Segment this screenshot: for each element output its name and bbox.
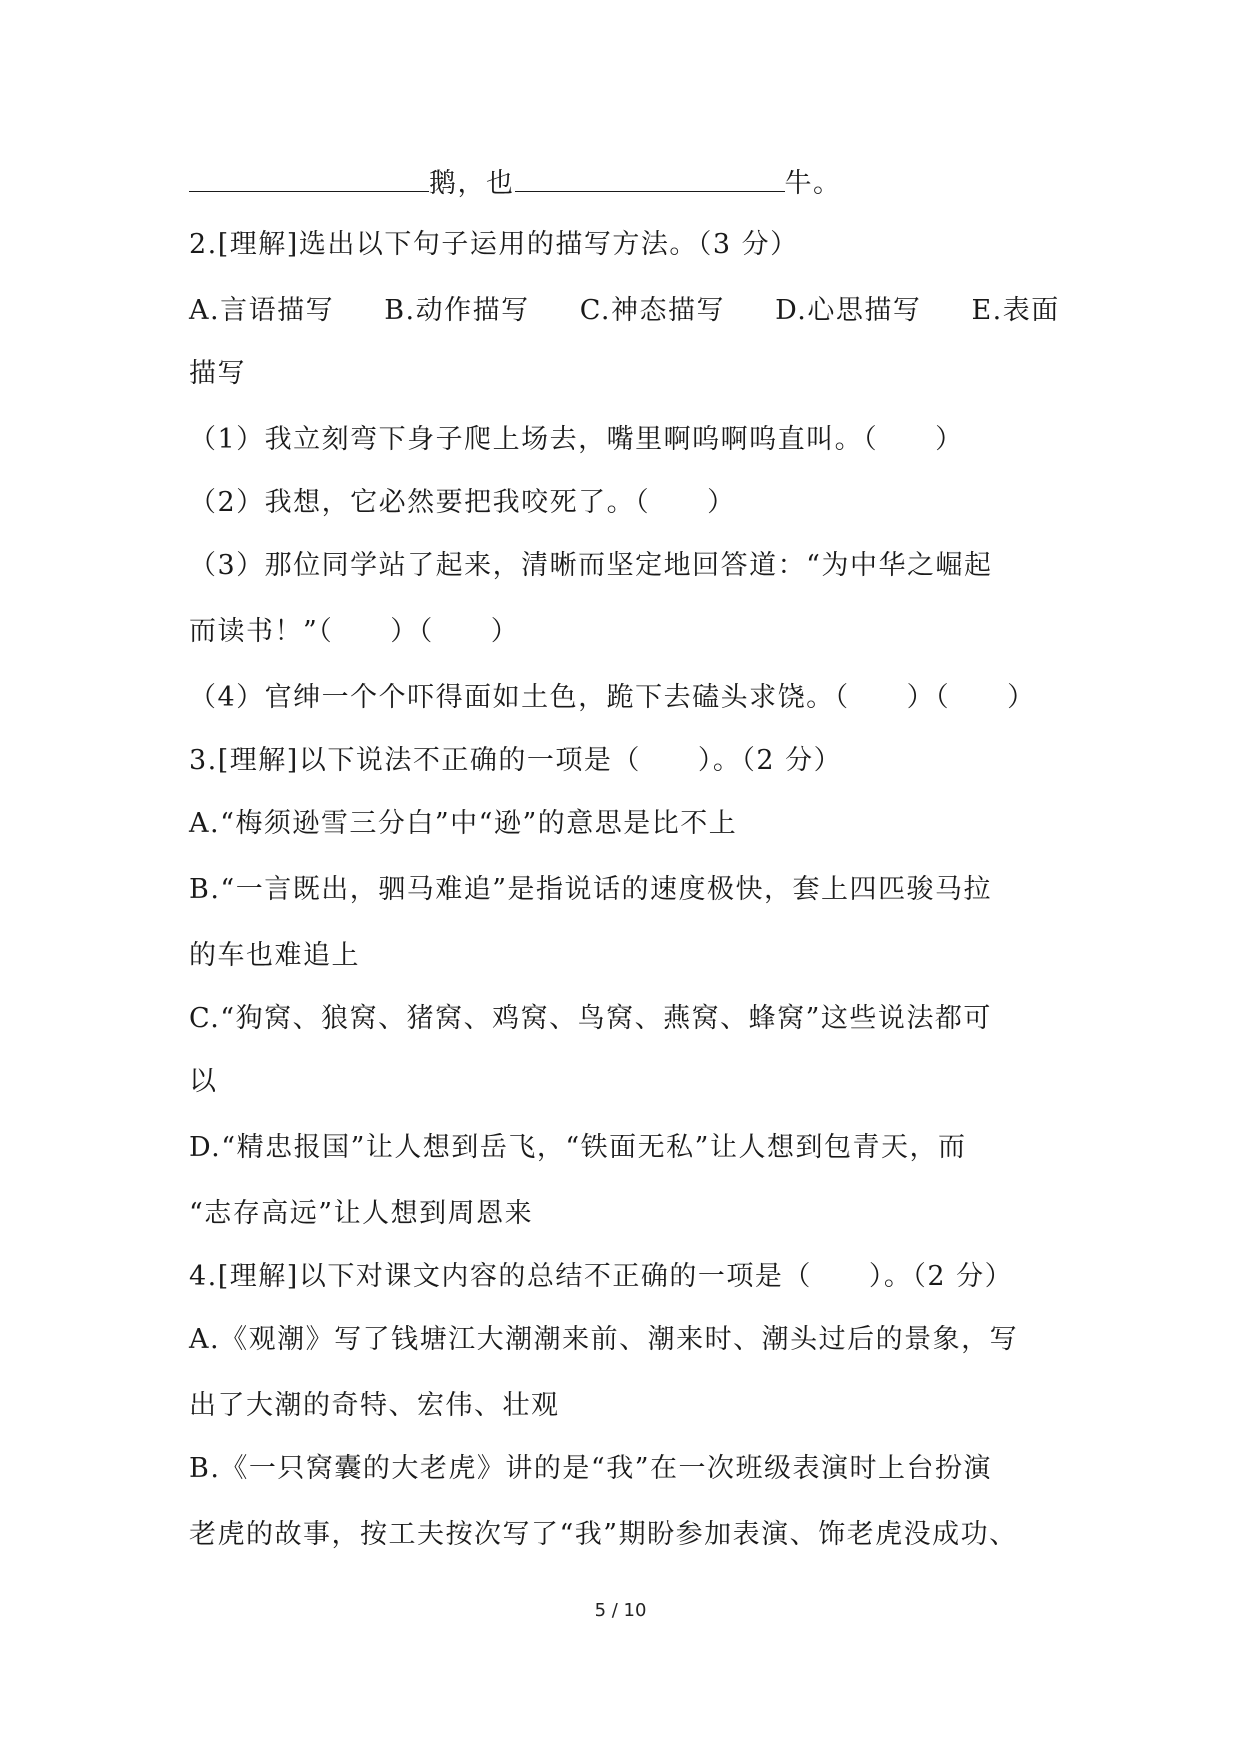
question-3-option-b-continued: 的车也难追上: [189, 940, 360, 971]
question-4-option-b: B.《一只窝囊的大老虎》讲的是“我”在一次班级表演时上台扮演: [189, 1453, 993, 1484]
question-4-option-a-continued: 出了大潮的奇特、宏伟、壮观: [189, 1390, 560, 1421]
option-e-continued: 描写: [189, 358, 246, 389]
option-c: C.神态描写: [579, 295, 725, 326]
option-d: D.心思描写: [775, 295, 922, 326]
sentence-3: （3）那位同学站了起来，清晰而坚定地回答道：“为中华之崛起: [189, 550, 993, 581]
sentence-2: （2）我想，它必然要把我咬死了。（ ）: [189, 487, 736, 518]
answer-blank-1[interactable]: [189, 163, 429, 192]
question-3-option-c-continued: 以: [189, 1066, 218, 1097]
question-3-option-d-continued: “志存高远”让人想到周恩来: [189, 1198, 534, 1229]
question-4-stem: 4.[理解]以下对课文内容的总结不正确的一项是（ ）。（2 分）: [189, 1261, 1014, 1292]
option-b: B.动作描写: [384, 295, 530, 326]
sentence-3-continued: 而读书！”（ ）（ ）: [189, 616, 520, 647]
option-a: A.言语描写: [189, 295, 335, 326]
sentence-1: （1）我立刻弯下身子爬上场去，嘴里啊呜啊呜直叫。（ ）: [189, 424, 964, 455]
question-2-options: [189, 291, 1091, 331]
sentence-4: （4）官绅一个个吓得面如土色，跪下去磕头求饶。（ ）（ ）: [189, 682, 1036, 713]
option-e: E.表面: [971, 295, 1060, 326]
fill-blank-line: [189, 163, 1091, 204]
question-4-option-a: A.《观潮》写了钱塘江大潮潮来前、潮来时、潮头过后的景象，写: [189, 1324, 1019, 1355]
question-4-option-b-continued: 老虎的故事，按工夫按次写了“我”期盼参加表演、饰老虎没成功、: [189, 1519, 1018, 1550]
question-3-option-b: B.“一言既出，驷马难追”是指说话的速度极快，套上四匹骏马拉: [189, 874, 993, 905]
answer-blank-2[interactable]: [515, 163, 785, 192]
text-segment: 鹅，也: [429, 168, 515, 199]
question-3-stem: 3.[理解]以下说法不正确的一项是（ ）。（2 分）: [189, 745, 843, 776]
text-segment: 牛。: [784, 168, 842, 199]
question-3-option-d: D.“精忠报国”让人想到岳飞，“铁面无私”让人想到包青天，而: [189, 1132, 967, 1163]
page-number: 5 / 10: [594, 1600, 647, 1621]
question-3-option-a: A.“梅须逊雪三分白”中“逊”的意思是比不上: [189, 808, 738, 839]
question-2-stem: 2.[理解]选出以下句子运用的描写方法。（3 分）: [189, 229, 799, 260]
question-3-option-c: C.“狗窝、狼窝、猪窝、鸡窝、鸟窝、燕窝、蜂窝”这些说法都可: [189, 1003, 992, 1034]
